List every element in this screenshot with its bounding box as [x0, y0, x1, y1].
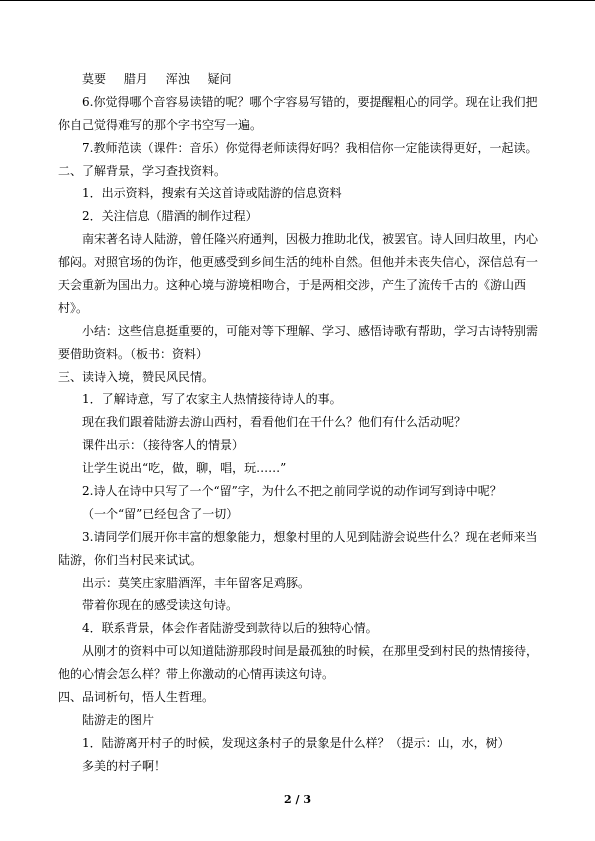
vocab-word: 疑问 [207, 72, 232, 86]
vocab-line [58, 68, 540, 91]
text-line: 4．联系背景，体会作者陆游受到款待以后的独特心情。 [82, 621, 378, 636]
text-line: 二、了解背景，学习查找资料。 [58, 163, 227, 178]
text-line: 2．关注信息（腊酒的制作过程） [82, 209, 258, 224]
vocab-word: 莫要 [82, 72, 107, 86]
vocab-word: 腊月 [123, 72, 148, 86]
text-line: 7.教师范读（课件：音乐）你觉得老师读得好吗？我相信你一定能读得更好，一起读。 [82, 140, 538, 155]
text-line: 带着你现在的感受读这句诗。 [82, 598, 239, 613]
text-line: 小结：这些信息挺重要的，可能对等下理解、学习、感悟诗歌有帮助，学习古诗特别需 [82, 323, 539, 338]
text-line: 从刚才的资料中可以知道陆游那段时间是最孤独的时候，在那里受到村民的热情接待， [82, 644, 539, 659]
text-line: 课件出示：（接待客人的情景） [82, 438, 245, 453]
text-line: 要借助资料。（板书：资料） [58, 346, 209, 361]
vocab-word: 浑浊 [165, 72, 190, 86]
page-number: 2 / 3 [284, 793, 311, 806]
text-line: 6.你觉得哪个音容易读错的呢？哪个字容易写错的，要提醒粗心的同学。现在让我们把 [82, 94, 538, 109]
text-line: 村》。 [58, 300, 89, 315]
text-line: 1．出示资料，搜索有关这首诗或陆游的信息资料 [82, 186, 342, 201]
text-line: 四、品词析句，悟人生哲理。 [58, 690, 215, 705]
text-line: 多美的村子啊！ [82, 758, 167, 773]
text-line: 3.请同学们展开你丰富的想象能力，想象村里的人见到陆游会说些什么？现在老师来当 [82, 529, 538, 544]
text-line: 陆游，你们当村民来试试。 [58, 552, 203, 567]
text-line: 2.诗人在诗中只写了一个“留”字，为什么不把之前同学说的动作词写到诗中呢？ [82, 484, 502, 499]
text-line: 天会重新为国出力。这种心境与游境相吻合，于是两相交涉，产生了流传千古的《游山西 [58, 278, 527, 293]
text-line: 他的心情会怎么样？带上你激动的心情再读这句诗。 [58, 667, 335, 682]
text-line: 1．陆游离开村子的时候，发现这条村子的景象是什么样？（提示：山，水，树） [82, 735, 510, 750]
text-line: 三、读诗入境，赞民风民情。 [58, 369, 215, 384]
text-line: 1．了解诗意，写了农家主人热情接待诗人的事。 [82, 392, 342, 407]
top-rule [0, 0, 595, 1]
document-body [58, 68, 540, 778]
text-line: 现在我们跟着陆游去游山西村，看看他们在干什么？他们有什么活动呢？ [82, 415, 467, 430]
text-line: 让学生说出“吃，做，聊，唱，玩……” [82, 461, 287, 476]
text-line: 郁闷。对照官场的伪诈，他更感受到乡间生活的纯朴自然。但他并未丧失信心，深信总有一 [58, 255, 539, 270]
text-line: 出示：莫笑庄家腊酒浑，丰年留客足鸡豚。 [82, 575, 311, 590]
text-line: 陆游走的图片 [82, 712, 155, 727]
text-line: （一个“留”已经包含了一切） [82, 506, 239, 521]
text-line: 南宋著名诗人陆游，曾任隆兴府通判，因极力推助北伐，被罢官。诗人回归故里，内心 [82, 232, 539, 247]
text-line: 你自己觉得难写的那个字书空写一遍。 [58, 117, 263, 132]
paragraph-lines [58, 91, 540, 778]
